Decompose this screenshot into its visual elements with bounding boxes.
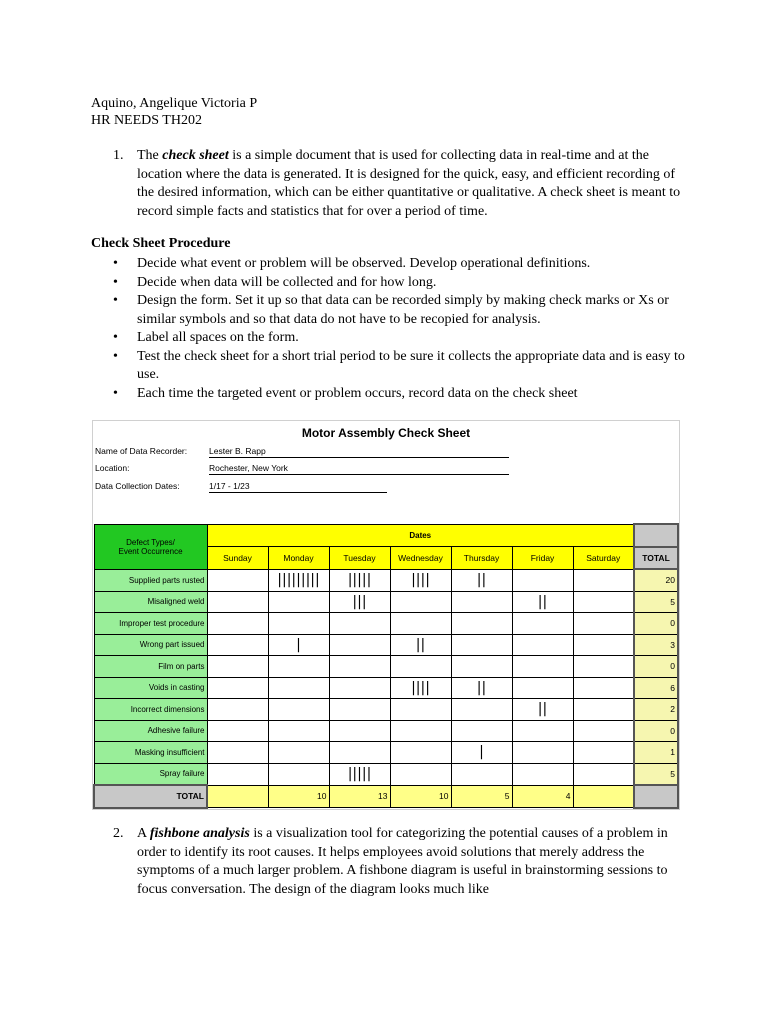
section-1-body: is a simple document that is used for collecting data in real-time and at the location where the data is generated. It is designed for the quick, easy, and efficient recording of the desired information, which can be either quantitative or qualitative. A check sheet is meant to record simple facts and statistics that for over a period of time. [137,148,681,219]
section-2 [91,825,681,899]
row-total: 20 [634,569,678,591]
day-header: Thursday [451,547,512,570]
table-row [94,656,678,678]
check-sheet-table [93,523,679,809]
grand-total-cell [634,785,678,808]
tally-cell [207,677,268,699]
tally-cell [512,613,573,635]
tally-cell [207,720,268,742]
tally-cell [329,634,390,656]
day-total: 10 [268,785,329,808]
day-total: 10 [390,785,451,808]
list-item: • Decide when data will be collected and for how long. [113,274,437,290]
bullet-text: Decide what event or problem will be observed. Develop operational definitions. [137,256,591,271]
section-2-lead: A [137,826,150,841]
defect-label: Incorrect dimensions [94,699,207,721]
total-header-top [634,524,678,547]
tally-cell [451,591,512,613]
table-row [94,634,678,656]
bullet-text: Test the check sheet for a short trial period to be sure it collects the appropriate data and is easy to use. [137,348,685,382]
table-row [94,677,678,699]
tally-cell [512,763,573,785]
tally-cell [512,720,573,742]
tally-cell [207,763,268,785]
list-item: • Test the check sheet for a short trial period to be sure it collects the appropriate data and is easy to use. [113,348,685,382]
tally-cell [207,613,268,635]
row-total: 0 [634,656,678,678]
defect-header-line1: Defect Types/ [126,537,175,547]
defect-label: Misaligned weld [94,591,207,613]
tally-cell [573,699,634,721]
defect-label: Masking insufficient [94,742,207,764]
tally-cell [390,742,451,764]
tally-cell [451,699,512,721]
tally-cell [207,569,268,591]
recorder-label: Name of Data Recorder: [95,446,188,456]
tally-cell [390,763,451,785]
tally-cell [573,613,634,635]
tally-cell [451,656,512,678]
tally-cell: || [512,591,573,613]
procedure-list [91,255,691,403]
dates-value: 1/17 - 1/23 [209,481,387,493]
day-header: Friday [512,547,573,570]
table-row [94,763,678,785]
table-row [94,720,678,742]
defect-label: Improper test procedure [94,613,207,635]
tally-cell [573,763,634,785]
day-header: Tuesday [329,547,390,570]
tally-cell [573,569,634,591]
footer-total-label: TOTAL [94,785,207,808]
bullet-text: Design the form. Set it up so that data can be recorded simply by making check marks or Xs or similar symbols and so that data do not have to be recopied for analysis. [137,293,669,327]
tally-cell [329,613,390,635]
section-2-term: fishbone analysis [149,826,250,841]
section-1-lead: The [137,148,163,163]
tally-cell [512,677,573,699]
total-header: TOTAL [634,547,678,570]
tally-cell [390,613,451,635]
tally-cell: || [390,634,451,656]
tally-cell [573,656,634,678]
tally-cell [390,720,451,742]
tally-cell [329,699,390,721]
section-1-number: 1. [113,148,124,163]
procedure-heading: Check Sheet Procedure [91,236,231,251]
list-item: • Decide what event or problem will be observed. Develop operational definitions. [113,256,591,271]
tally-cell [390,656,451,678]
tally-cell [573,591,634,613]
tally-cell: |||| [390,677,451,699]
row-total: 3 [634,634,678,656]
row-total: 0 [634,613,678,635]
tally-cell: ||| [329,591,390,613]
table-row [94,569,678,591]
row-total: 5 [634,763,678,785]
table-row [94,613,678,635]
tally-cell [207,742,268,764]
tally-cell [268,613,329,635]
defect-label: Spray failure [94,763,207,785]
tally-cell: ||||| [329,569,390,591]
day-total: 13 [329,785,390,808]
list-item: • Each time the targeted event or problem occurs, record data on the check sheet [113,385,578,401]
tally-cell: | [268,634,329,656]
defect-label: Supplied parts rusted [94,569,207,591]
defect-label: Film on parts [94,656,207,678]
list-item: • Label all spaces on the form. [113,330,299,345]
author-name: Aquino, Angelique Victoria P [91,96,258,111]
section-1-text [137,147,681,221]
table-row [94,699,678,721]
tally-cell [512,634,573,656]
tally-cell: ||||||||| [268,569,329,591]
course-code: HR NEEDS TH202 [91,113,202,128]
bullet-text: Each time the targeted event or problem occurs, record data on the check sheet [137,385,578,401]
tally-cell [268,699,329,721]
check-sheet-title: Motor Assembly Check Sheet [301,426,471,440]
defect-label: Adhesive failure [94,720,207,742]
row-total: 1 [634,742,678,764]
dates-label: Data Collection Dates: [95,481,180,491]
tally-cell [207,656,268,678]
day-total: 4 [512,785,573,808]
tally-cell [512,742,573,764]
check-sheet [92,420,680,810]
table-header-row [94,524,678,547]
tally-cell [268,677,329,699]
tally-cell [329,677,390,699]
day-total [573,785,634,808]
section-2-body: is a visualization tool for categorizing the potential causes of a problem in order to identify its root causes. It helps employees avoid solutions that merely address the symptoms of a much larger problem. A fishbone diagram is useful in brainstorming sessions to focus conversation. The design of the diagram looks much like [137,826,668,897]
tally-cell [268,742,329,764]
bullet-text: Label all spaces on the form. [137,330,299,345]
table-footer-row [94,785,678,808]
row-total: 0 [634,720,678,742]
row-total: 5 [634,591,678,613]
tally-cell [268,591,329,613]
tally-cell: || [512,699,573,721]
day-total: 5 [451,785,512,808]
defect-type-header [94,524,207,569]
location-value: Rochester, New York [209,463,509,475]
tally-cell [451,613,512,635]
tally-cell [268,763,329,785]
bullet-text: Decide when data will be collected and for how long. [137,274,437,290]
tally-cell [573,634,634,656]
author-block [91,95,257,129]
tally-cell [329,720,390,742]
tally-cell [573,677,634,699]
list-item: • Design the form. Set it up so that data can be recorded simply by making check marks or Xs or similar symbols and so that data do not have to be recopied for analysis. [113,293,669,327]
tally-cell: ||||| [329,763,390,785]
section-1 [91,147,681,221]
section-1-term: check sheet [162,148,229,163]
tally-cell: |||| [390,569,451,591]
tally-cell [451,720,512,742]
table-row [94,742,678,764]
tally-cell [207,634,268,656]
tally-cell [512,569,573,591]
tally-cell [268,656,329,678]
tally-cell: || [451,569,512,591]
row-total: 2 [634,699,678,721]
tally-cell [573,720,634,742]
tally-cell [329,742,390,764]
tally-cell: | [451,742,512,764]
day-total [207,785,268,808]
tally-cell [207,699,268,721]
tally-cell [329,656,390,678]
defect-label: Voids in casting [94,677,207,699]
defect-header-line2: Event Occurrence [118,546,183,556]
location-label: Location: [95,463,130,473]
tally-cell [268,720,329,742]
day-header: Monday [268,547,329,570]
tally-cell [451,634,512,656]
dates-header: Dates [207,524,634,547]
day-header: Sunday [207,547,268,570]
day-header: Wednesday [390,547,451,570]
tally-cell [451,763,512,785]
tally-cell [207,591,268,613]
tally-cell [390,591,451,613]
section-2-number: 2. [113,826,124,841]
day-header: Saturday [573,547,634,570]
row-total: 6 [634,677,678,699]
tally-cell [573,742,634,764]
table-row [94,591,678,613]
defect-label: Wrong part issued [94,634,207,656]
tally-cell [512,656,573,678]
recorder-value: Lester B. Rapp [209,446,509,458]
section-2-text [137,825,681,899]
tally-cell [390,699,451,721]
tally-cell: || [451,677,512,699]
